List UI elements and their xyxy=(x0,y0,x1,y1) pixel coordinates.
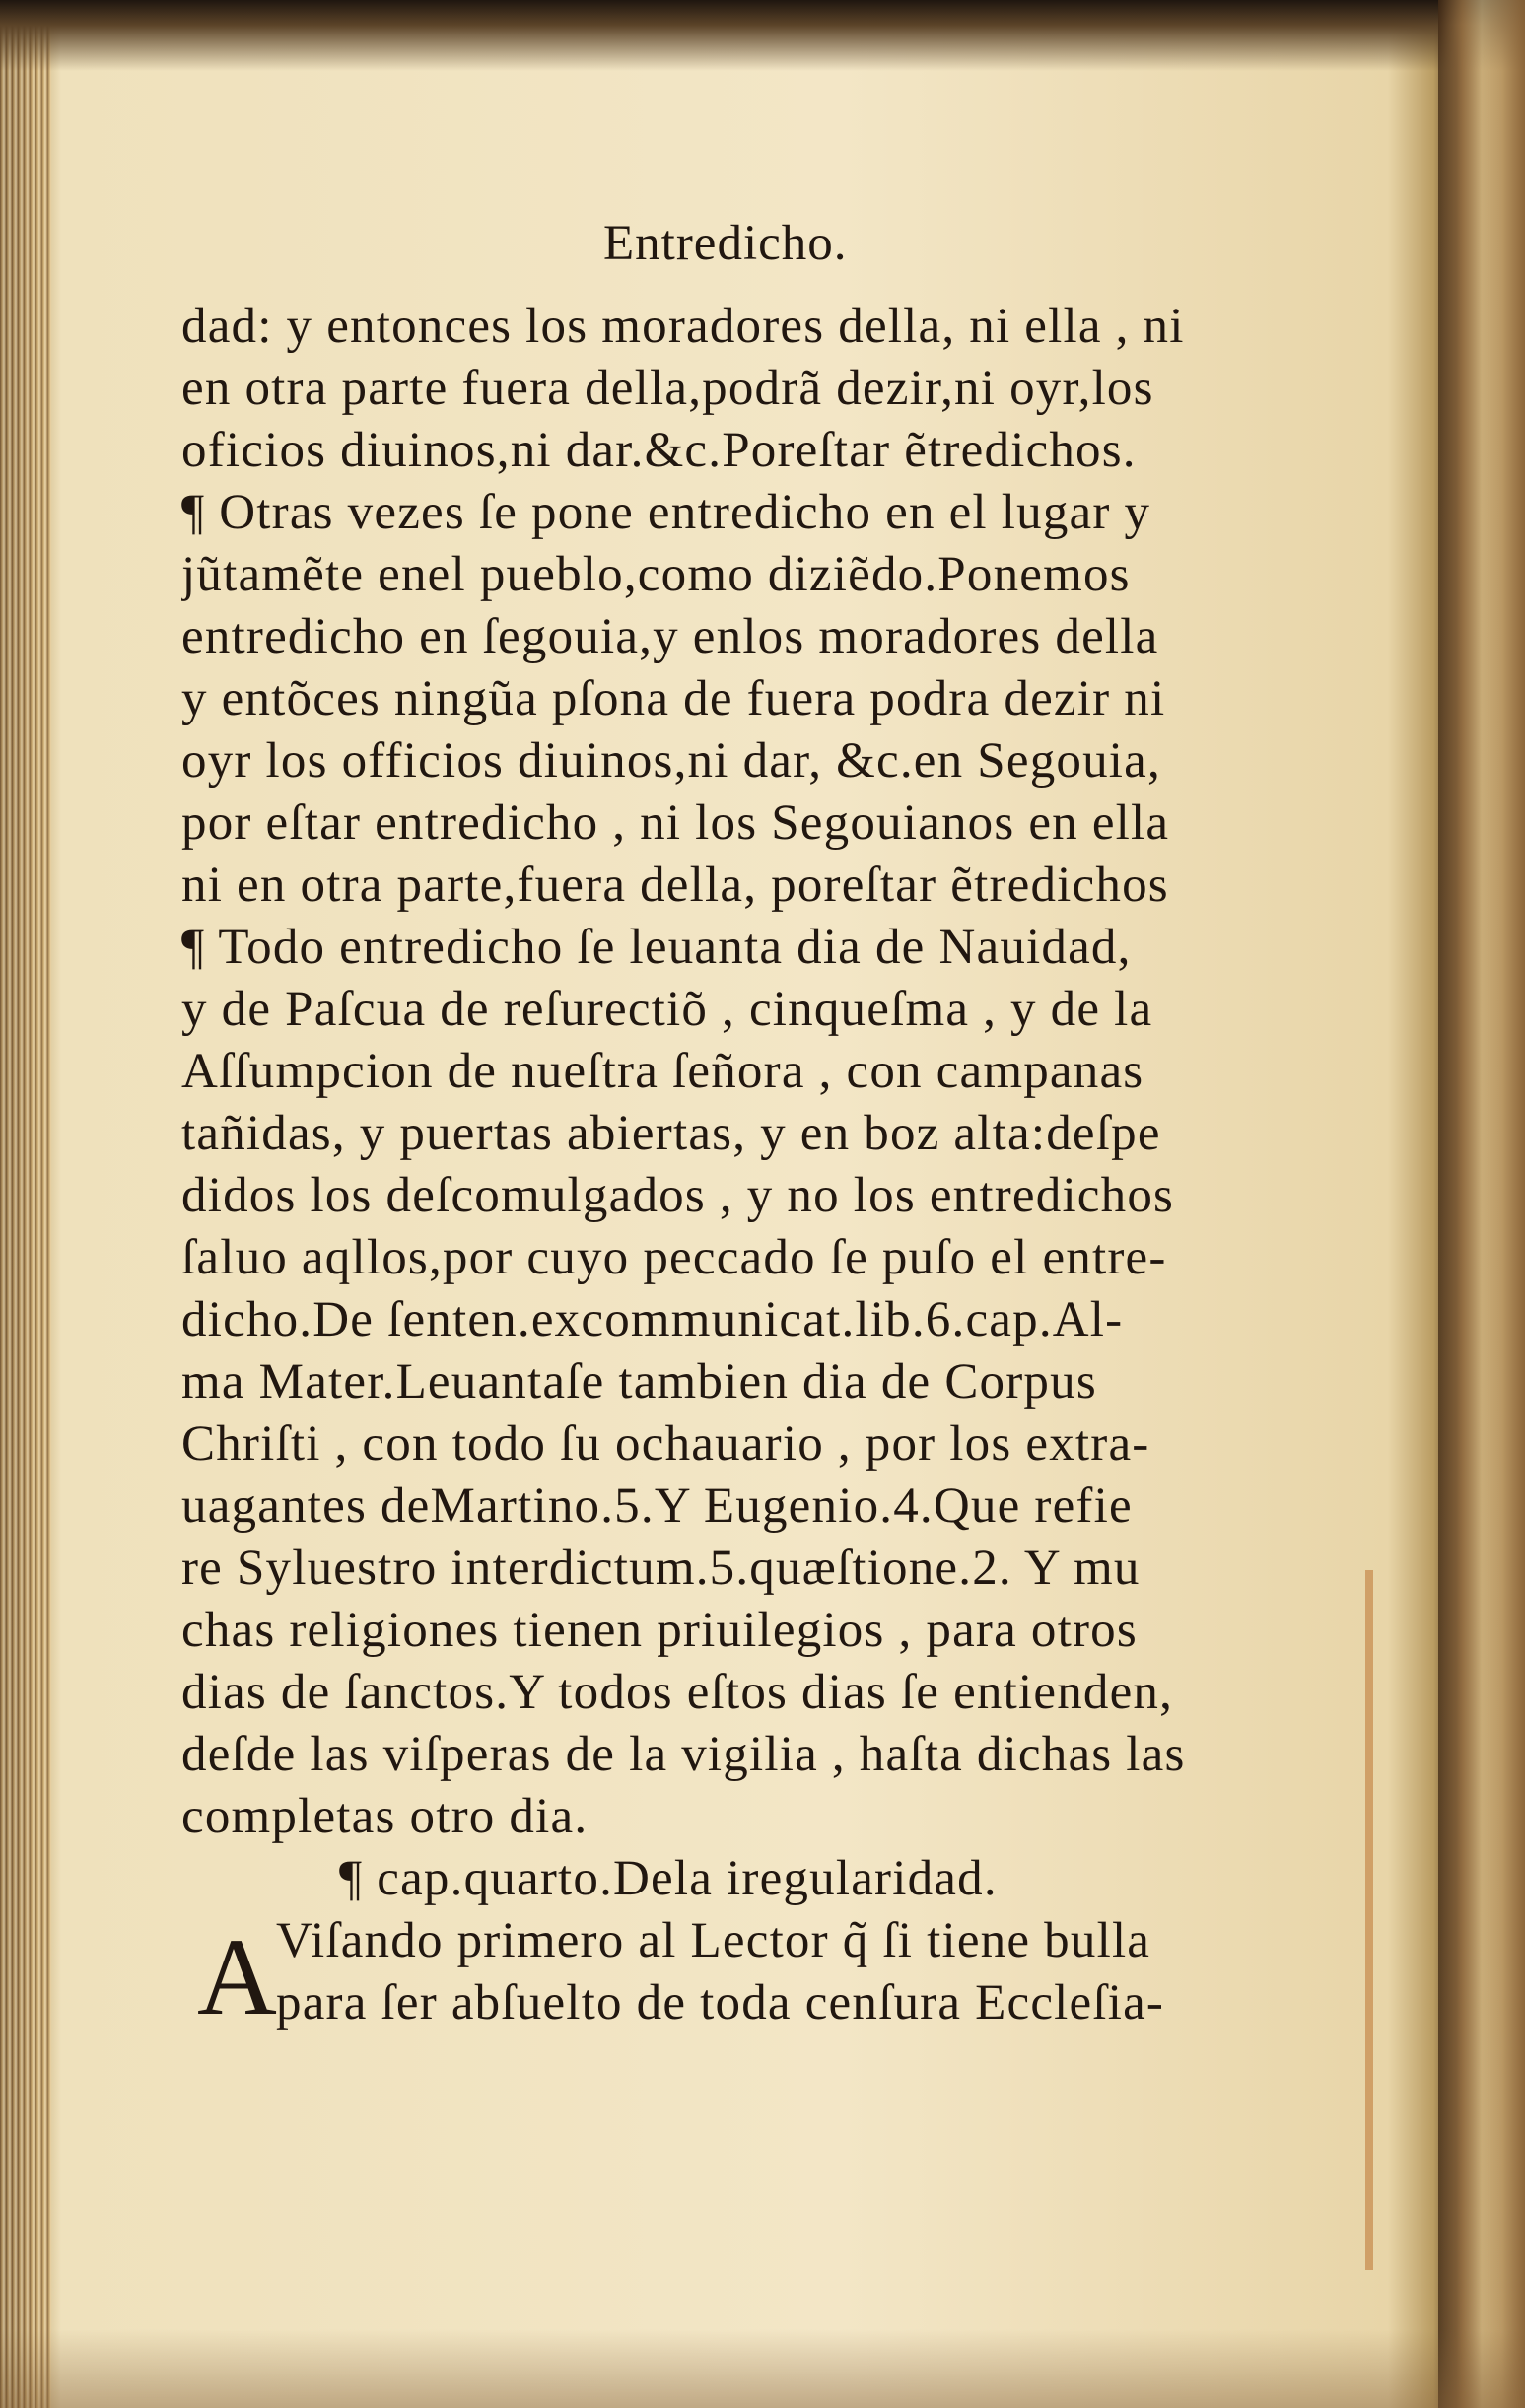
decorated-opening xyxy=(181,1910,1335,2038)
text-line: dias de ſanctos.Y todos eſtos dias ſe entienden, xyxy=(181,1665,1174,1720)
page-gutter xyxy=(0,0,51,2408)
running-head: Entredicho. xyxy=(603,216,848,271)
text-line: en otra parte fuera della,podrã dezir,ni oyr,los xyxy=(181,361,1154,416)
text-line: chas religiones tienen priuilegios , para otros xyxy=(181,1603,1138,1658)
text-line: completas otro dia. xyxy=(181,1789,589,1844)
top-shadow xyxy=(0,0,1525,71)
text-line: ni en otra parte,fuera della, poreſtar ẽtredichos xyxy=(181,858,1169,913)
text-line: uagantes deMartino.5.Y Eugenio.4.Que refie xyxy=(181,1479,1133,1534)
text-line: entredicho en ſegouia,y enlos moradores della xyxy=(181,609,1159,664)
opening-line: Viſando primero al Lector q̃ ſi tiene bulla xyxy=(276,1913,1151,1968)
opening-line: para ſer abſuelto de toda cenſura Eccleſia- xyxy=(276,1975,1165,2030)
text-line: dad: y entonces los moradores della, ni ella , ni xyxy=(181,299,1185,354)
text-line: Chriſti , con todo ſu ochauario , por los extra- xyxy=(181,1416,1150,1472)
drop-cap-letter: A xyxy=(197,1916,279,2038)
text-line: y de Paſcua de reſurectiõ , cinqueſma , y de la xyxy=(181,982,1153,1037)
text-line: re Syluestro interdictum.5.quæſtione.2. Y mu xyxy=(181,1541,1141,1596)
text-line: jũtamẽte enel pueblo,como diziẽdo.Ponemos xyxy=(181,547,1131,602)
text-line: ma Mater.Leuantaſe tambien dia de Corpus xyxy=(181,1354,1097,1410)
text-line: dicho.De ſenten.excommunicat.lib.6.cap.Al- xyxy=(181,1292,1124,1347)
text-line: didos los deſcomulgados , y no los entredichos xyxy=(181,1168,1175,1223)
chapter-heading: ¶ cap.quarto.Dela iregularidad. xyxy=(339,1851,998,1906)
text-line: ¶ Todo entredicho ſe leuanta dia de Nauidad, xyxy=(181,920,1132,975)
text-line: y entõces ningũa pſona de fuera podra dezir ni xyxy=(181,671,1166,726)
text-line: ſaluo aqllos,por cuyo peccado ſe puſo el entre- xyxy=(181,1230,1167,1285)
bottom-shadow xyxy=(0,2329,1525,2408)
text-line: oficios diuinos,ni dar.&c.Poreſtar ẽtredichos. xyxy=(181,423,1137,478)
text-line: deſde las viſperas de la vigilia , haſta dichas las xyxy=(181,1727,1186,1782)
edge-stain xyxy=(1365,1570,1373,2270)
right-page-fold xyxy=(1438,0,1525,2408)
main-text-block xyxy=(181,217,1335,2038)
text-line: Aſſumpcion de nueſtra ſeñora , con campanas xyxy=(181,1044,1144,1099)
text-line: tañidas, y puertas abiertas, y en boz alta:deſpe xyxy=(181,1106,1161,1161)
text-line: oyr los officios diuinos,ni dar, &c.en Segouia, xyxy=(181,733,1161,789)
text-line: ¶ Otras vezes ſe pone entredicho en el lugar y xyxy=(181,485,1151,540)
text-line: por eſtar entredicho , ni los Segouianos en ella xyxy=(181,795,1170,851)
